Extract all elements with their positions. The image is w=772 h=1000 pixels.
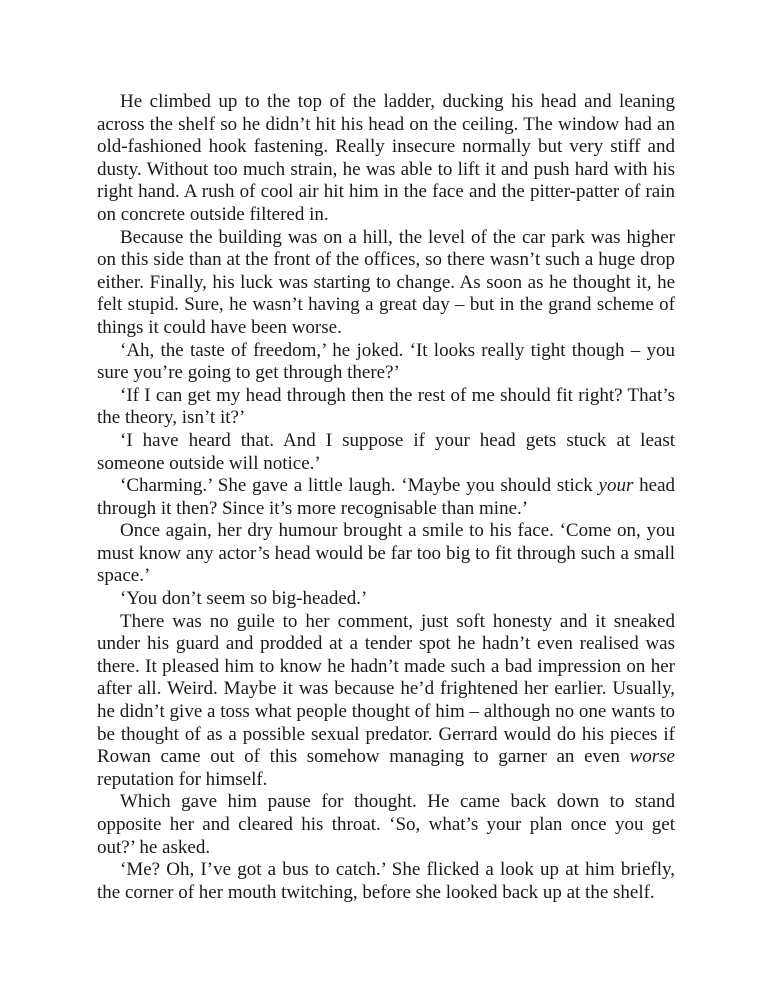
text-segment: head through it then? Since it’s more recognisable than mine.’ bbox=[97, 475, 676, 519]
text-segment: ‘Me? Oh, I’ve got a bus to catch.’ She flicked a look up at him briefly, the corner of her mouth twitching, before she looked back up at the shelf. bbox=[97, 859, 675, 903]
text-segment: He climbed up to the top of the ladder, ducking his head and leaning across the shelf so he didn’t hit his head on the ceiling. The window had an old-fashioned hook fastening. Really insecure normally but very stiff and dusty. Without too much strain, he was able to lift it and push hard with his right hand. A rush of cool air hit him in the face and the pitter-patter of rain on concrete outside filtered in. bbox=[97, 91, 675, 225]
paragraph bbox=[97, 611, 675, 792]
text-segment: Which gave him pause for thought. He came back down to stand opposite her and cleared his throat. ‘So, what’s your plan once you get out?’ he asked. bbox=[97, 791, 675, 858]
text-segment: There was no guile to her comment, just soft honesty and it sneaked under his guard and prodded at a tender spot he hadn’t even realised was there. It pleased him to know he hadn’t made such a bad impression on her after all. Weird. Maybe it was because he’d frightened her earlier. Usually, he didn’t give a toss what people thought of him – although no one wants to be thought of as a possible sexual predator. Gerrard would do his pieces if Rowan came out of this somehow managing to garner an even bbox=[97, 610, 675, 768]
paragraph bbox=[97, 588, 675, 611]
paragraph bbox=[97, 430, 675, 475]
paragraph bbox=[97, 340, 675, 385]
text-segment: ‘Ah, the taste of freedom,’ he joked. ‘It looks really tight though – you sure you’re going to get through there?’ bbox=[97, 339, 675, 384]
paragraph bbox=[97, 791, 675, 859]
italic-emphasis: worse bbox=[629, 746, 675, 768]
text-segment: ‘If I can get my head through then the rest of me should fit right? That’s the theory, isn’t it?’ bbox=[97, 384, 675, 429]
text-segment: ‘I have heard that. And I suppose if your head gets stuck at least someone outside will notice.’ bbox=[97, 429, 675, 474]
paragraph bbox=[97, 520, 675, 588]
text-segment: ‘You don’t seem so big-headed.’ bbox=[120, 588, 368, 610]
page-body bbox=[97, 91, 675, 904]
text-segment: Once again, her dry humour brought a smile to his face. ‘Come on, you must know any actor’s head would be far too big to fit through such a small space.’ bbox=[97, 520, 675, 587]
text-segment: reputation for himself. bbox=[97, 768, 268, 790]
paragraph bbox=[97, 385, 675, 430]
paragraph bbox=[97, 227, 675, 340]
text-segment: ‘Charming.’ She gave a little laugh. ‘Maybe you should stick bbox=[120, 475, 599, 497]
paragraph bbox=[97, 859, 675, 904]
paragraph bbox=[97, 475, 675, 520]
text-segment: Because the building was on a hill, the level of the car park was higher on this side than at the front of the offices, so there wasn’t such a huge drop either. Finally, his luck was starting to change. As soon as he thought it, he felt stupid. Sure, he wasn’t having a great day – but in the grand scheme of things it could have been worse. bbox=[97, 226, 675, 338]
italic-emphasis: your bbox=[598, 475, 634, 497]
paragraph bbox=[97, 91, 675, 227]
